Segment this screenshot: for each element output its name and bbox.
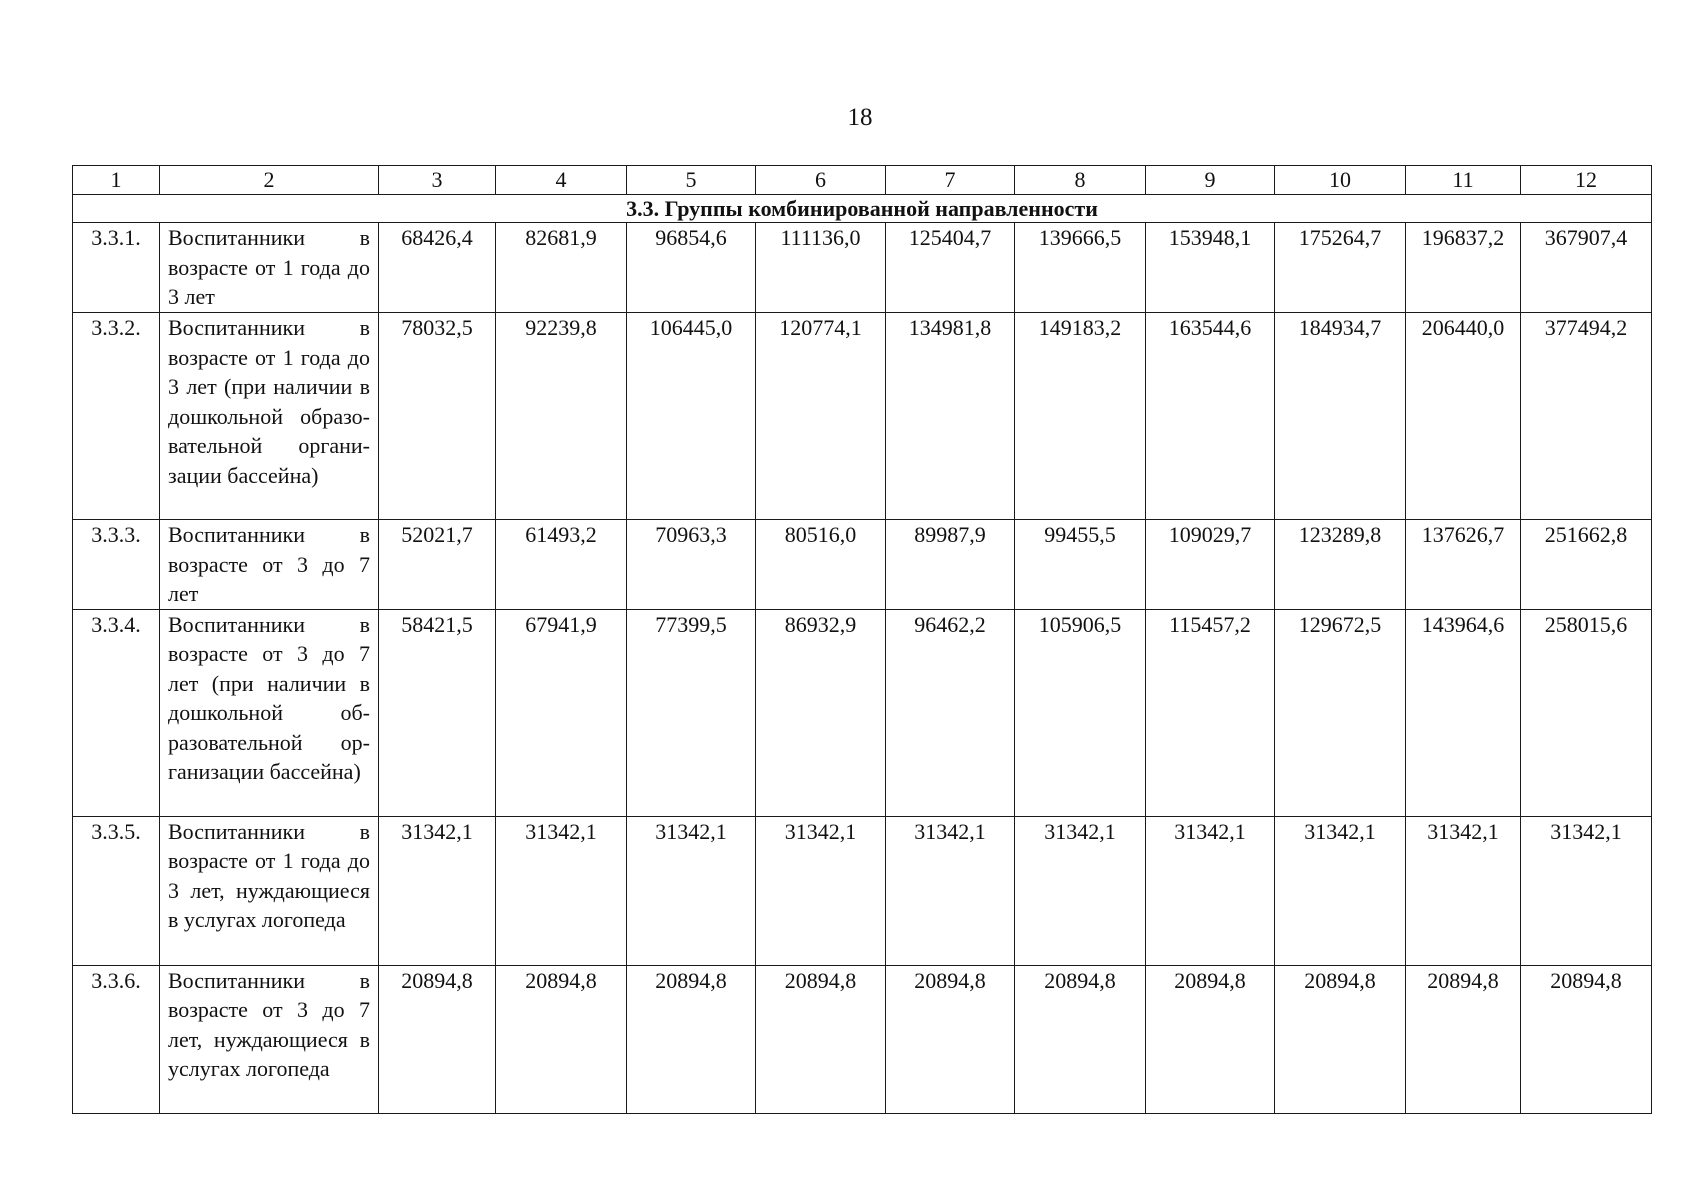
row-number: 3.3.6.: [73, 965, 160, 1113]
page-number: 18: [847, 104, 873, 131]
tariff-table: [72, 165, 1652, 1114]
table-row: [73, 965, 1652, 1113]
row-description: Воспитанники в возрасте от 1 года до 3 лет, нуждающиеся в услугах логопеда: [160, 816, 379, 965]
table-body: [73, 166, 1652, 1114]
value-cell: 89987,9: [886, 520, 1015, 610]
value-cell: 196837,2: [1406, 223, 1521, 313]
value-cell: 20894,8: [886, 965, 1015, 1113]
value-cell: 31342,1: [379, 816, 496, 965]
value-cell: 206440,0: [1406, 313, 1521, 520]
value-cell: 20894,8: [1015, 965, 1146, 1113]
value-cell: 52021,7: [379, 520, 496, 610]
column-header: 3: [379, 166, 496, 195]
value-cell: 111136,0: [756, 223, 886, 313]
value-cell: 96854,6: [627, 223, 756, 313]
column-number-row: [73, 166, 1652, 195]
value-cell: 251662,8: [1521, 520, 1652, 610]
value-cell: 139666,5: [1015, 223, 1146, 313]
value-cell: 82681,9: [496, 223, 627, 313]
row-number: 3.3.1.: [73, 223, 160, 313]
column-header: 2: [160, 166, 379, 195]
value-cell: 367907,4: [1521, 223, 1652, 313]
value-cell: 86932,9: [756, 609, 886, 816]
value-cell: 20894,8: [756, 965, 886, 1113]
value-cell: 20894,8: [496, 965, 627, 1113]
value-cell: 31342,1: [1521, 816, 1652, 965]
value-cell: 143964,6: [1406, 609, 1521, 816]
row-description: Воспитанники в возрасте от 3 до 7 лет, нуждающиеся в услугах логопеда: [160, 965, 379, 1113]
value-cell: 78032,5: [379, 313, 496, 520]
column-header: 8: [1015, 166, 1146, 195]
value-cell: 20894,8: [1521, 965, 1652, 1113]
value-cell: 20894,8: [1406, 965, 1521, 1113]
column-header: 4: [496, 166, 627, 195]
value-cell: 109029,7: [1146, 520, 1275, 610]
value-cell: 77399,5: [627, 609, 756, 816]
section-title: 3.3. Группы комбинированной направленности: [73, 195, 1652, 223]
table-row: [73, 816, 1652, 965]
value-cell: 99455,5: [1015, 520, 1146, 610]
row-description: Воспитанники в возрасте от 1 года до 3 лет: [160, 223, 379, 313]
value-cell: 129672,5: [1275, 609, 1406, 816]
column-header: 1: [73, 166, 160, 195]
value-cell: 258015,6: [1521, 609, 1652, 816]
value-cell: 31342,1: [1146, 816, 1275, 965]
value-cell: 31342,1: [1406, 816, 1521, 965]
value-cell: 125404,7: [886, 223, 1015, 313]
value-cell: 31342,1: [756, 816, 886, 965]
row-number: 3.3.3.: [73, 520, 160, 610]
column-header: 10: [1275, 166, 1406, 195]
table-row: [73, 223, 1652, 313]
value-cell: 20894,8: [627, 965, 756, 1113]
value-cell: 20894,8: [379, 965, 496, 1113]
column-header: 5: [627, 166, 756, 195]
value-cell: 137626,7: [1406, 520, 1521, 610]
value-cell: 31342,1: [496, 816, 627, 965]
value-cell: 115457,2: [1146, 609, 1275, 816]
row-number: 3.3.5.: [73, 816, 160, 965]
table-row: [73, 520, 1652, 610]
value-cell: 123289,8: [1275, 520, 1406, 610]
value-cell: 92239,8: [496, 313, 627, 520]
section-row: [73, 195, 1652, 223]
row-number: 3.3.4.: [73, 609, 160, 816]
value-cell: 149183,2: [1015, 313, 1146, 520]
column-header: 7: [886, 166, 1015, 195]
value-cell: 163544,6: [1146, 313, 1275, 520]
value-cell: 31342,1: [1275, 816, 1406, 965]
value-cell: 31342,1: [886, 816, 1015, 965]
column-header: 11: [1406, 166, 1521, 195]
row-description: Воспитанники в возрасте от 3 до 7 лет: [160, 520, 379, 610]
value-cell: 96462,2: [886, 609, 1015, 816]
value-cell: 120774,1: [756, 313, 886, 520]
value-cell: 377494,2: [1521, 313, 1652, 520]
row-number: 3.3.2.: [73, 313, 160, 520]
value-cell: 153948,1: [1146, 223, 1275, 313]
value-cell: 31342,1: [1015, 816, 1146, 965]
value-cell: 58421,5: [379, 609, 496, 816]
table-row: [73, 313, 1652, 520]
value-cell: 20894,8: [1146, 965, 1275, 1113]
value-cell: 31342,1: [627, 816, 756, 965]
column-header: 12: [1521, 166, 1652, 195]
value-cell: 105906,5: [1015, 609, 1146, 816]
table-row: [73, 609, 1652, 816]
value-cell: 106445,0: [627, 313, 756, 520]
row-description: Воспитанники в возрасте от 1 года до 3 лет (при наличии в дошкольной образовательной организации бассейна): [160, 313, 379, 520]
value-cell: 175264,7: [1275, 223, 1406, 313]
value-cell: 80516,0: [756, 520, 886, 610]
value-cell: 184934,7: [1275, 313, 1406, 520]
row-description: Воспитанники в возрасте от 3 до 7 лет (при наличии в дошкольной образовательной организации бассейна): [160, 609, 379, 816]
value-cell: 68426,4: [379, 223, 496, 313]
value-cell: 61493,2: [496, 520, 627, 610]
value-cell: 134981,8: [886, 313, 1015, 520]
value-cell: 67941,9: [496, 609, 627, 816]
column-header: 6: [756, 166, 886, 195]
value-cell: 20894,8: [1275, 965, 1406, 1113]
column-header: 9: [1146, 166, 1275, 195]
value-cell: 70963,3: [627, 520, 756, 610]
